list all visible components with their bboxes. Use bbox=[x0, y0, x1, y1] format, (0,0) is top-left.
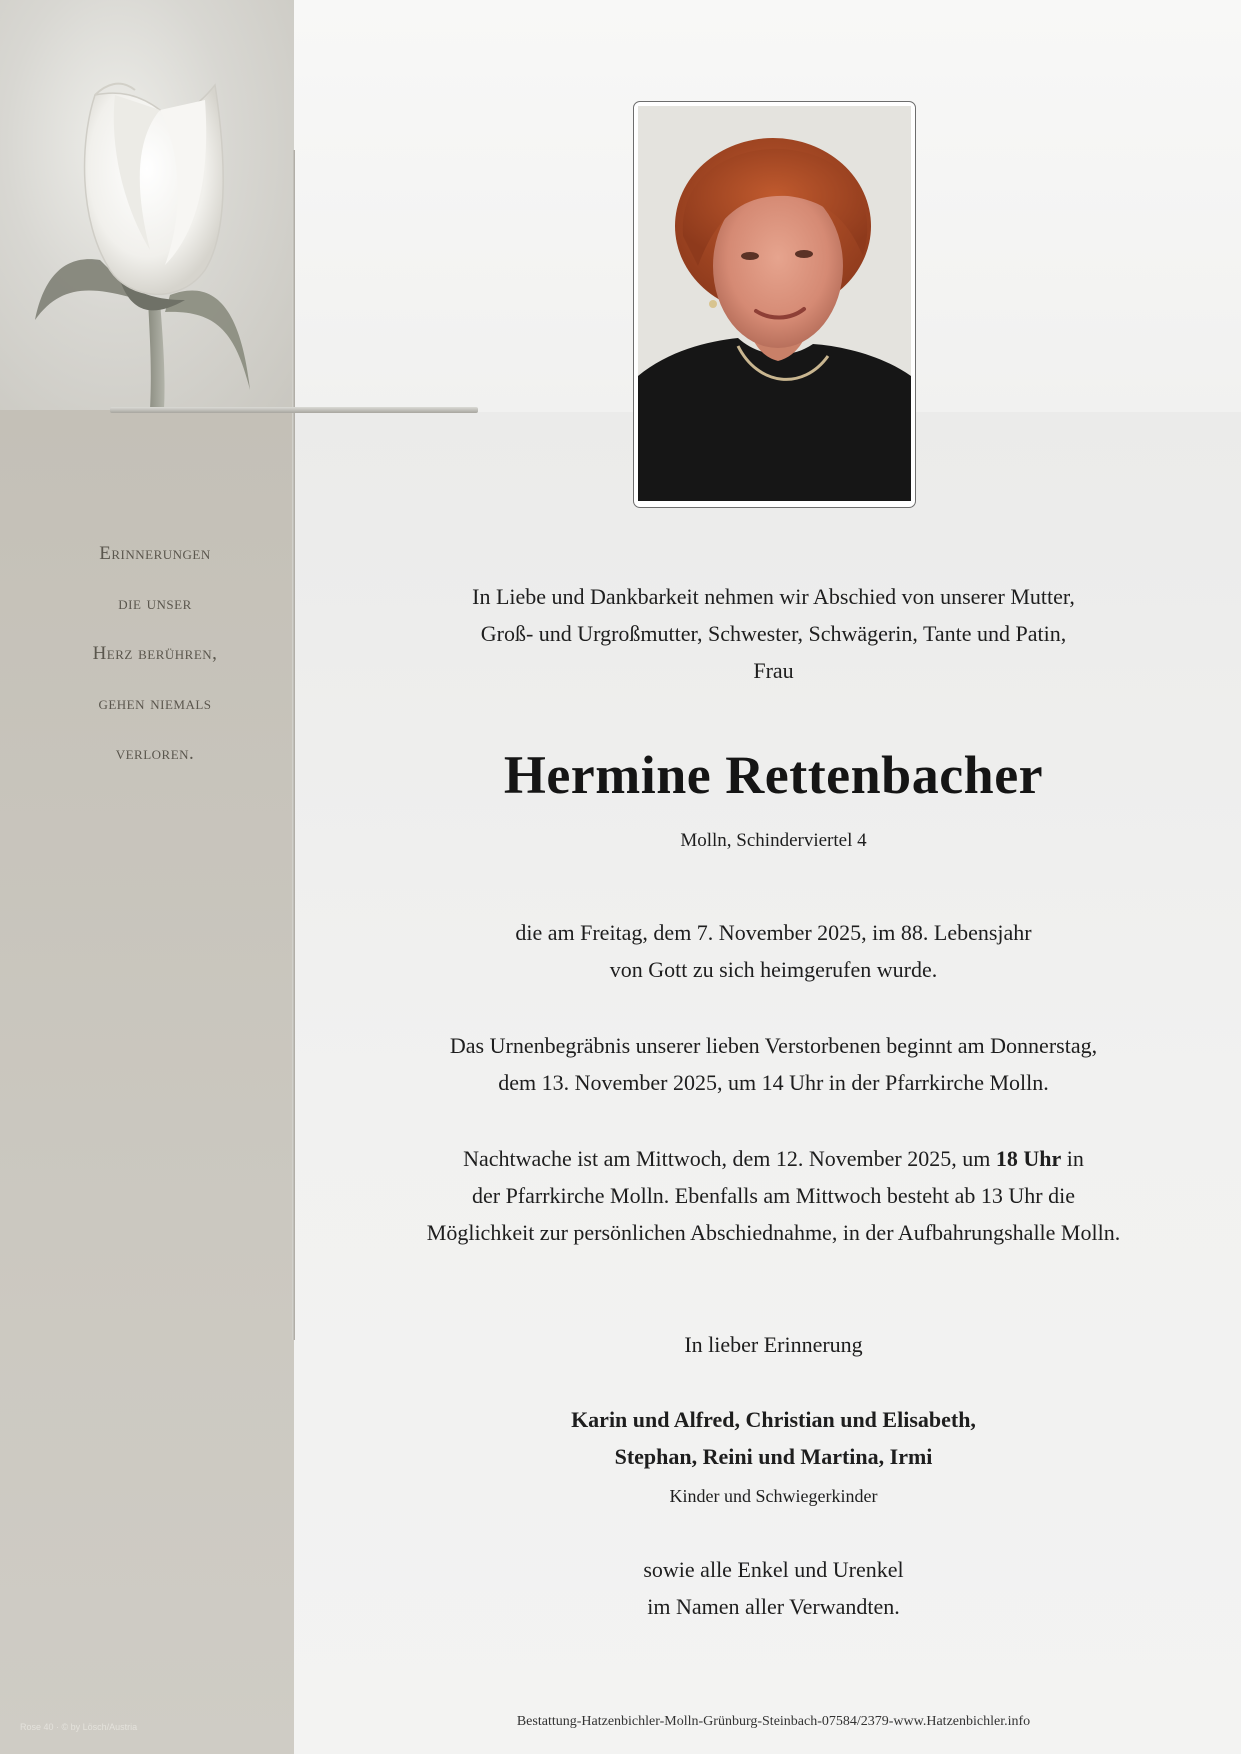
funeral-line: dem 13. November 2025, um 14 Uhr in der Pfarrkirche Molln. bbox=[498, 1070, 1049, 1095]
death-line: von Gott zu sich heimgerufen wurde. bbox=[609, 957, 938, 982]
rose-image bbox=[0, 0, 294, 410]
wake-line bbox=[330, 1140, 1217, 1177]
portrait-photo bbox=[638, 106, 911, 501]
quote-line: die unser bbox=[118, 593, 192, 614]
wake-line-text: Nachtwache ist am Mittwoch, dem 12. November 2025, um bbox=[463, 1146, 996, 1171]
quote-line: verloren. bbox=[115, 743, 195, 764]
memory-heading: In lieber Erinnerung bbox=[684, 1332, 863, 1357]
deceased-name: Hermine Rettenbacher bbox=[503, 745, 1044, 805]
funeral-home-footer: Bestattung-Hatzenbichler-Molln-Grünburg-Steinbach-07584/2379-www.Hatzenbichler.info bbox=[516, 1714, 1031, 1729]
wake-line: Möglichkeit zur persönlichen Abschiednahme, in der Aufbahrungshalle Molln. bbox=[426, 1220, 1121, 1245]
funeral-notice bbox=[330, 1027, 1217, 1101]
intro-text bbox=[330, 578, 1217, 689]
other-relatives bbox=[330, 1551, 1217, 1625]
wake-time: 18 Uhr bbox=[995, 1146, 1062, 1171]
cross-horizontal-bar bbox=[110, 407, 478, 413]
others-line: sowie alle Enkel und Urenkel bbox=[643, 1557, 904, 1582]
funeral-line: Das Urnenbegräbnis unserer lieben Verstorbenen beginnt am Donnerstag, bbox=[449, 1033, 1098, 1058]
family-names bbox=[330, 1401, 1217, 1475]
memorial-quote bbox=[30, 538, 280, 788]
intro-line: Frau bbox=[753, 658, 794, 683]
quote-line: Herz berühren, bbox=[92, 643, 218, 664]
quote-line: Erinnerungen bbox=[99, 543, 211, 564]
intro-line: In Liebe und Dankbarkeit nehmen wir Abschied von unserer Mutter, bbox=[472, 584, 1075, 609]
deceased-address: Molln, Schinderviertel 4 bbox=[680, 830, 867, 851]
wake-line: der Pfarrkirche Molln. Ebenfalls am Mittwoch besteht ab 13 Uhr die bbox=[471, 1183, 1075, 1208]
family-line: Karin und Alfred, Christian und Elisabeth, bbox=[571, 1407, 976, 1432]
family-line: Stephan, Reini und Martina, Irmi bbox=[614, 1444, 933, 1469]
wake-line-text: in bbox=[1061, 1146, 1084, 1171]
others-line: im Namen aller Verwandten. bbox=[647, 1594, 900, 1619]
quote-line: gehen niemals bbox=[98, 693, 212, 714]
wake-notice bbox=[330, 1140, 1217, 1251]
death-line: die am Freitag, dem 7. November 2025, im 88. Lebensjahr bbox=[515, 920, 1032, 945]
image-credit: Rose 40 · © by Lösch/Austria bbox=[20, 1722, 138, 1732]
white-rose-icon bbox=[0, 0, 294, 410]
death-notice bbox=[330, 914, 1217, 988]
portrait-person-icon bbox=[638, 106, 911, 501]
family-relation: Kinder und Schwiegerkinder bbox=[669, 1486, 878, 1506]
cross-vertical-bar bbox=[292, 150, 295, 1340]
intro-line: Groß- und Urgroßmutter, Schwester, Schwägerin, Tante und Patin, bbox=[480, 621, 1067, 646]
